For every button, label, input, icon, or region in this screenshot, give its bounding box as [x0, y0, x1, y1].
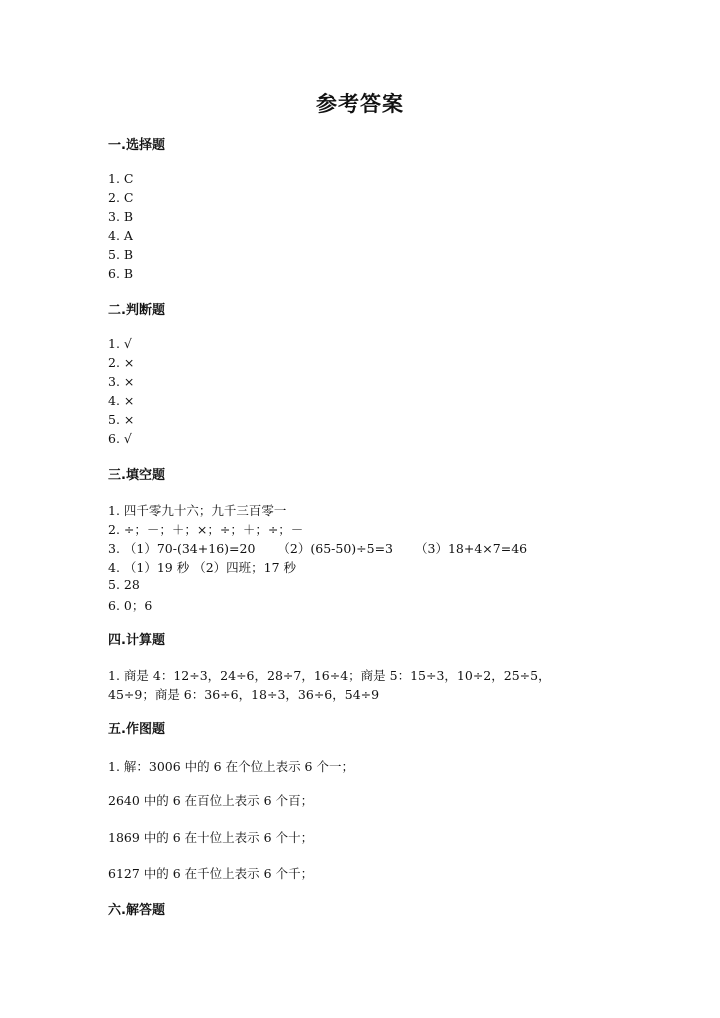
page-title: 参考答案	[316, 92, 404, 116]
answer-line: 1. 商是 4：12÷3，24÷6，28÷7，16÷4；商是 5：15÷3，10÷2，25÷5，	[108, 668, 551, 683]
answer-line-multipart	[108, 539, 527, 557]
answer-line: 2. C	[108, 190, 134, 205]
answer-part: （3）18+4×7=46	[415, 541, 528, 556]
answer-line: 1. 四千零九十六；九千三百零一	[108, 503, 287, 518]
answer-line: 2640 中的 6 在百位上表示 6 个百；	[108, 793, 314, 808]
section-heading-judgement: 二.判断题	[108, 303, 165, 318]
answer-line: 3. B	[108, 209, 134, 224]
answer-line: 4. ×	[108, 393, 135, 408]
answer-line: 5. ×	[108, 412, 135, 427]
answer-line: 5. 28	[108, 577, 140, 592]
answer-line: 1. √	[108, 336, 132, 351]
answer-line: 4. （1）19 秒 （2）四班；17 秒	[108, 560, 297, 575]
answer-line: 6. 0；6	[108, 598, 153, 613]
answer-part: （2）(65-50)÷5=3	[277, 541, 394, 556]
answer-line: 6127 中的 6 在千位上表示 6 个千；	[108, 866, 314, 881]
answer-line: 2. ×	[108, 355, 135, 370]
answer-line: 1869 中的 6 在十位上表示 6 个十；	[108, 830, 314, 845]
answer-line: 6. √	[108, 431, 132, 446]
answer-line: 6. B	[108, 266, 134, 281]
answer-part: 3. （1）70-(34+16)=20	[108, 541, 256, 556]
section-heading-calculation: 四.计算题	[108, 633, 165, 648]
answer-line: 3. ×	[108, 374, 135, 389]
answer-line: 5. B	[108, 247, 134, 262]
answer-line: 1. 解：3006 中的 6 在个位上表示 6 个一；	[108, 759, 354, 774]
section-heading-fill-blank: 三.填空题	[108, 468, 165, 483]
answer-line: 4. A	[108, 228, 133, 243]
section-heading-word-problems: 六.解答题	[108, 903, 165, 918]
section-heading-drawing: 五.作图题	[108, 722, 165, 737]
answer-line: 45÷9；商是 6：36÷6，18÷3，36÷6，54÷9	[108, 687, 380, 702]
answer-line: 1. C	[108, 171, 134, 186]
answer-line: 2. ÷；－；＋；×；÷；＋；÷；－	[108, 522, 304, 537]
section-heading-choice: 一.选择题	[108, 138, 165, 153]
